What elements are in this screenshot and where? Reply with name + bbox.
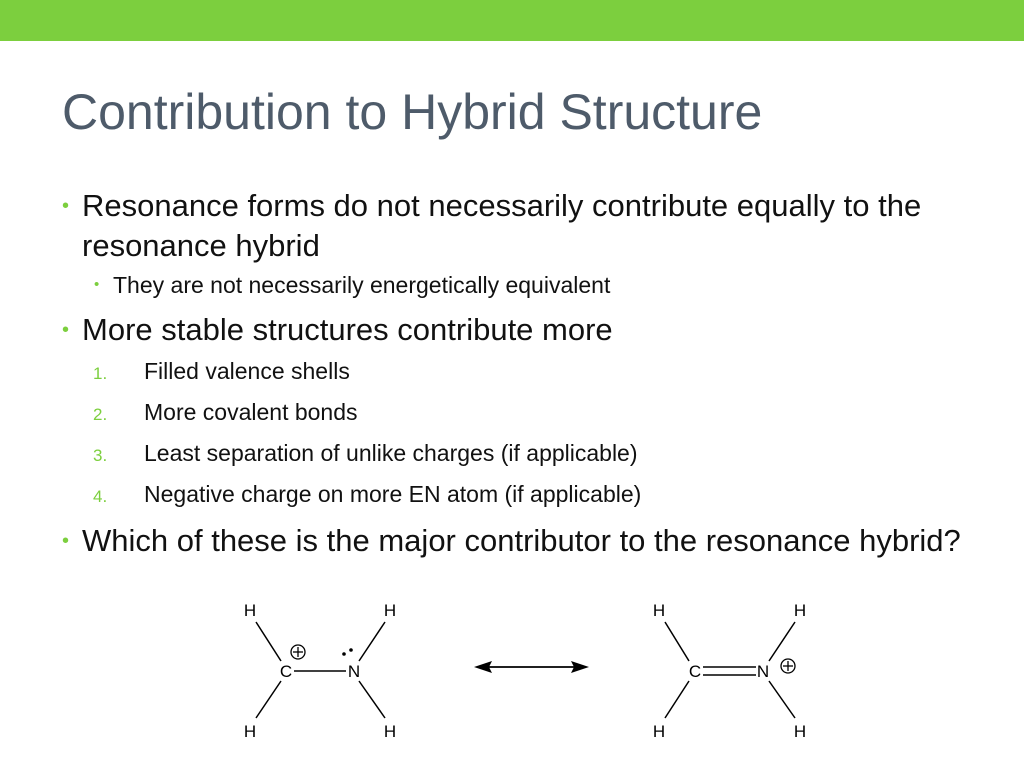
item-text: Least separation of unlike charges (if applicable) [144,440,638,466]
hydrogen-atom: H [793,601,807,620]
carbon-atom: C [279,662,293,681]
sub-bullet-text: They are not necessarily energetically equivalent [113,272,611,298]
item-text: Negative charge on more EN atom (if applicable) [144,481,642,507]
positive-charge-icon [291,645,305,659]
hydrogen-atom: H [793,722,807,741]
bullet-icon: • [62,319,70,341]
nitrogen-atom: N [347,662,361,681]
nh-bond [769,681,795,718]
left-resonance-structure [244,601,396,741]
bullet-icon: • [62,530,70,552]
item-number: 2. [93,405,108,424]
item-text: More covalent bonds [144,399,358,425]
hydrogen-atom: H [652,722,666,741]
right-resonance-structure [653,601,806,741]
nh-bond [359,681,385,718]
resonance-arrow-icon [474,661,589,673]
ch-bond [256,622,281,661]
item-text: Filled valence shells [144,358,350,384]
bullet-text: Resonance forms do not necessarily contribute equally to the resonance hybrid [82,188,922,263]
ch-bond [665,622,689,661]
hydrogen-atom: H [243,601,257,620]
ch-bond [665,681,689,718]
bullet-icon: • [62,195,70,217]
hydrogen-atom: H [383,722,397,741]
bullet-icon: • [94,276,100,293]
lone-pair-icon [342,648,353,656]
item-number: 4. [93,487,108,506]
nh-bond [359,622,385,661]
item-number: 1. [93,364,108,383]
carbon-atom: C [688,662,702,681]
hydrogen-atom: H [652,601,666,620]
slide-title: Contribution to Hybrid Structure [62,84,763,140]
hydrogen-atom: H [383,601,397,620]
hydrogen-atom: H [243,722,257,741]
item-number: 3. [93,446,108,465]
bullet-text: Which of these is the major contributor to the resonance hybrid? [82,523,961,558]
positive-charge-icon [781,659,795,673]
nitrogen-atom: N [756,662,770,681]
nh-bond [769,622,795,661]
ch-bond [256,681,281,718]
bullet-text: More stable structures contribute more [82,312,613,347]
